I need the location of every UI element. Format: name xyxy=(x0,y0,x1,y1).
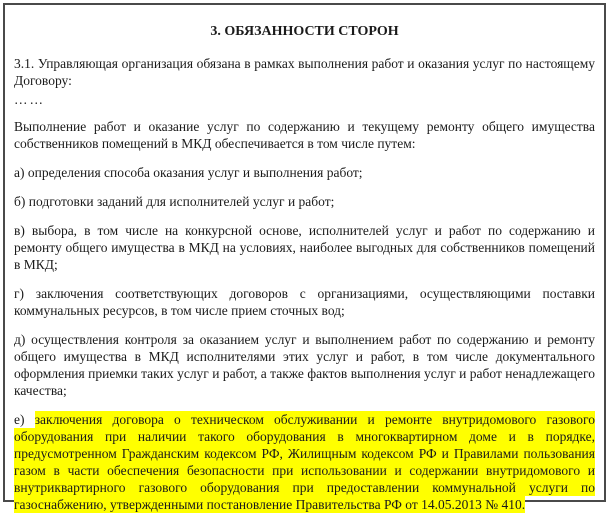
clause-g: г) заключения соответствующих договоров с организациями, осуществляющими поставки коммунальных ресурсов, в том числе прием сточных вод; xyxy=(14,286,595,318)
document-page xyxy=(3,3,606,512)
ellipsis-line: …… xyxy=(14,92,45,107)
clause-3-1: 3.1. Управляющая организация обязана в рамках выполнения работ и оказания услуг по настоящему Договору: xyxy=(14,56,595,88)
clause-a: а) определения способа оказания услуг и выполнения работ; xyxy=(14,165,363,180)
section-title: 3. ОБЯЗАННОСТИ СТОРОН xyxy=(210,24,399,39)
clause-e-highlight: заключения договора о техническом обслуживании и ремонте внутридомового газового оборудования при наличии такого оборудования в многоквартирном доме и в порядке, предусмотренном Гражданским кодексом РФ, Жилищным кодексом РФ и Правилами пользования газом в части обеспечения безопасности при использовании и содержании внутридомового и внутриквартирного газового оборудования при предоставлении коммунальной услуги по газоснабжению, утвержденными постановление Правительства РФ от 14.05.2013 № 410. xyxy=(14,412,595,512)
clause-v: в) выбора, в том числе на конкурсной основе, исполнителей услуг и работ по содержанию и ремонту общего имущества в МКД на условиях, наиболее выгодных для собственников помещений в МКД; xyxy=(14,223,595,272)
clause-b: б) подготовки заданий для исполнителей услуг и работ; xyxy=(14,194,335,209)
clause-d: д) осуществления контроля за оказанием услуг и выполнением работ по содержанию и ремонту общего имущества в МКД исполнителями этих услуг и работ, в том числе документального оформления приемки таких услуг и работ, а также фактов выполнения услуг и работ ненадлежащего качества; xyxy=(14,332,595,398)
lead-paragraph: Выполнение работ и оказание услуг по содержанию и текущему ремонту общего имущества собственников помещений в МКД обеспечивается в том числе путем: xyxy=(14,119,595,151)
clause-e xyxy=(14,411,595,513)
clause-e-prefix: е) xyxy=(14,412,25,427)
